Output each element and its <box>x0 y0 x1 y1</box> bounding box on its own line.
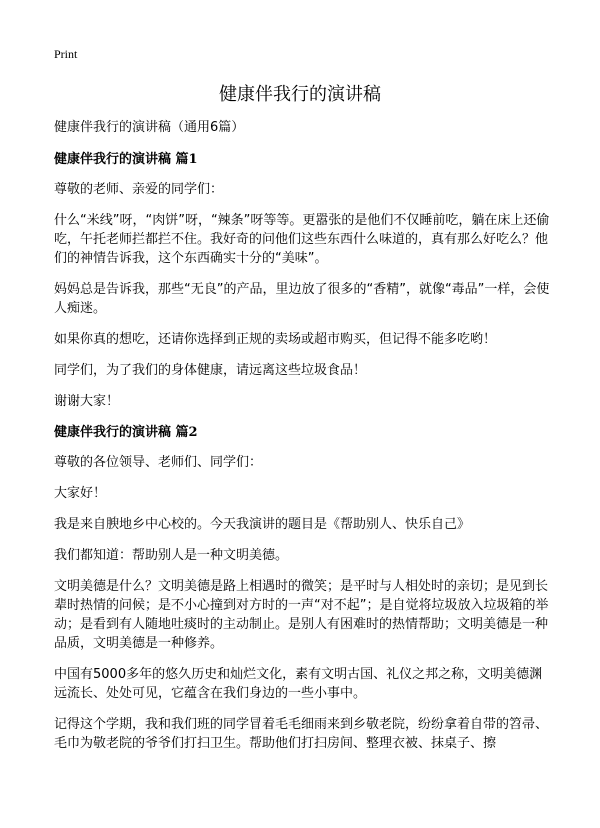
document-subtitle: 健康伴我行的演讲稿（通用6篇） <box>54 120 245 135</box>
section-heading-2: 健康伴我行的演讲稿 篇2 <box>54 425 198 440</box>
page-title: 健康伴我行的演讲稿 <box>219 84 381 105</box>
paragraph: 记得这个学期，我和我们班的同学冒着毛毛细雨来到乡敬老院，纷纷拿着自带的笤帚、毛巾为敬老院的爷爷们打扫卫生。帮助他们打扫房间、整理衣被、抹桌子、擦 <box>54 717 549 751</box>
document-body <box>54 118 554 765</box>
paragraph: 文明美德是什么？文明美德是路上相遇时的微笑；是平时与人相处时的亲切；是见到长辈时热情的问候；是不小心撞到对方时的一声“对不起”；是自觉将垃圾放入垃圾箱的举动；是看到有人随地吐痰时的主动制止。是别人有困难时的热情帮助；文明美德是一种品质，文明美德是一种修养。 <box>54 579 549 651</box>
paragraph: 同学们，为了我们的身体健康，请远离这些垃圾食品！ <box>54 363 367 378</box>
paragraph: 如果你真的想吃，还请你选择到正规的卖场或超市购买，但记得不能多吃哟！ <box>54 332 497 347</box>
section-heading-1: 健康伴我行的演讲稿 篇1 <box>54 152 198 167</box>
paragraph: 尊敬的各位领导、老师们、同学们： <box>54 455 263 470</box>
print-link[interactable]: Print <box>54 47 78 61</box>
paragraph: 妈妈总是告诉我，那些“无良”的产品，里边放了很多的“香精”，就像“毒品”一样，会使人痴迷。 <box>54 282 550 316</box>
paragraph: 中国有5000多年的悠久历史和灿烂文化，素有文明古国、礼仪之邦之称，文明美德渊远流长、处处可见，它蕴含在我们身边的一些小事中。 <box>54 667 543 701</box>
paragraph: 尊敬的老师、亲爱的同学们： <box>54 182 224 197</box>
paragraph: 大家好！ <box>54 486 107 501</box>
paragraph: 我是来自腴地乡中心校的。今天我演讲的题目是《帮助别人、快乐自己》 <box>54 517 471 532</box>
paragraph: 什么“米线”呀，“肉饼”呀，“辣条”呀等等。更嚣张的是他们不仅睡前吃，躺在床上还偷吃，午托老师拦都拦不住。我好奇的问他们这些东西什么味道的，真有那么好吃么？他们的神情告诉我，这个东西确实十分的“美味”。 <box>54 213 550 266</box>
paragraph: 我们都知道：帮助别人是一种文明美德。 <box>54 548 289 563</box>
paragraph: 谢谢大家！ <box>54 394 120 409</box>
